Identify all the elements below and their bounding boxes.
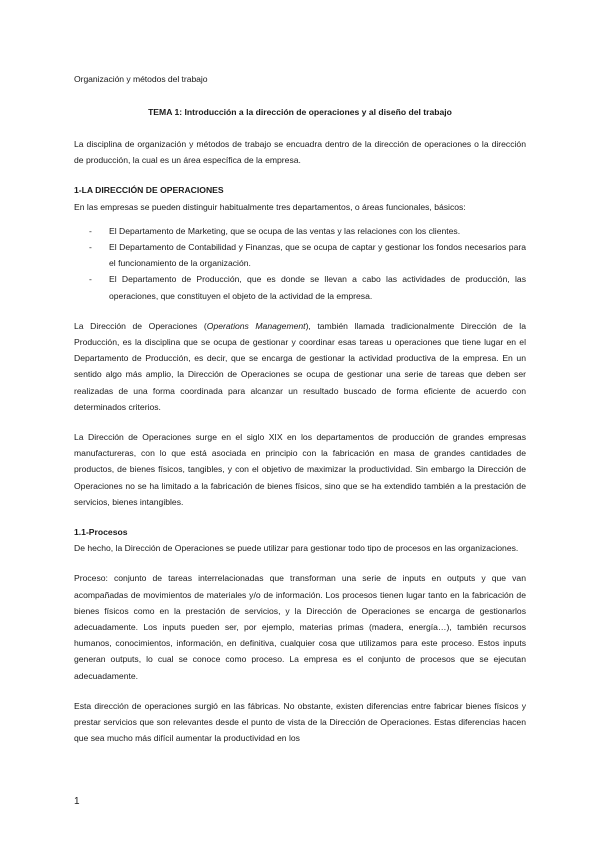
document-body	[74, 136, 526, 747]
page-number: 1	[74, 796, 80, 807]
paragraph-text: ), también llamada tradicionalmente Dirección de la Producción, es la disciplina que se ocupa de gestionar y coordinar esas tareas u operaciones que tiene lugar en el Departamento de Producción, es decir, que se encarga de gestionar la actividad productiva de la empresa. En un sentido algo más amplio, la Dirección de Operaciones se ocupa de gestionar una serie de tareas que deben ser realizadas de una forma coordinada para alcanzar un resultado buscado de forma eficiente de acuerdo con determinados criterios.	[74, 320, 526, 412]
emphasis-term: Operations Management	[206, 320, 306, 331]
list-item: - El Departamento de Marketing, que se ocupa de las ventas y las relaciones con los clientes.	[74, 223, 526, 239]
subsection-heading: 1.1-Procesos	[74, 527, 128, 538]
paragraph-text: La Dirección de Operaciones (	[74, 320, 207, 331]
list-item: - El Departamento de Producción, que es donde se llevan a cabo las actividades de producción, las operaciones, que constituyen el objeto de la actividad de la empresa.	[74, 271, 526, 303]
intro-paragraph: La disciplina de organización y métodos de trabajo se encuadra dentro de la dirección de operaciones o la dirección de producción, la cual es un área específica de la empresa.	[74, 139, 526, 166]
section-heading: 1-LA DIRECCIÓN DE OPERACIONES	[74, 185, 224, 196]
processes-paragraph: De hecho, la Dirección de Operaciones se puede utilizar para gestionar todo tipo de procesos en las organizaciones.	[74, 543, 519, 554]
topic-title: TEMA 1: Introducción a la dirección de operaciones y al diseño del trabajo	[148, 107, 452, 117]
department-list	[74, 223, 526, 304]
list-item: - El Departamento de Contabilidad y Finanzas, que se ocupa de captar y gestionar los fondos necesarios para el funcionamiento de la organización.	[74, 239, 526, 271]
operations-management-paragraph	[74, 318, 526, 415]
history-paragraph: La Dirección de Operaciones surge en el siglo XIX en los departamentos de producción de grandes empresas manufactureras, con lo que está asociada en principio con la fabricación en masa de grandes cantidades de productos, de bienes físicos, tangibles, y con el objetivo de maximizar la productividad. Sin embargo la Dirección de Operaciones no se ha limitado a la fabricación de bienes físicos, sino que se ha extendido también a la prestación de servicios, bienes intangibles.	[74, 432, 526, 507]
factories-paragraph: Esta dirección de operaciones surgió en las fábricas. No obstante, existen diferencias entre fabricar bienes físicos y prestar servicios que son relevantes desde el punto de vista de la Dirección de Operaciones. Estas diferencias hacen que sea mucho más difícil aumentar la productividad en los	[74, 700, 526, 744]
section-lead: En las empresas se pueden distinguir habitualmente tres departamentos, o áreas funcionales, básicos:	[74, 201, 466, 212]
process-definition-paragraph: Proceso: conjunto de tareas interrelacionadas que transforman una serie de inputs en outputs y que van acompañadas de movimientos de materiales y/o de información. Los procesos tienen lugar tanto en la fabricación de bienes físicos como en la prestación de servicios, y la Dirección de Operaciones se encarga de gestionarlos adecuadamente. Los inputs pueden ser, por ejemplo, materias primas (madera, energía…), también recursos humanos, conocimientos, información, en definitiva, cualquier cosa que utilizamos para este proceso. Estos inputs generan outputs, lo cual se conoce como proceso. La empresa es el conjunto de procesos que se ejecutan adecuadamente.	[74, 573, 526, 681]
course-title: Organización y métodos del trabajo	[74, 74, 208, 84]
